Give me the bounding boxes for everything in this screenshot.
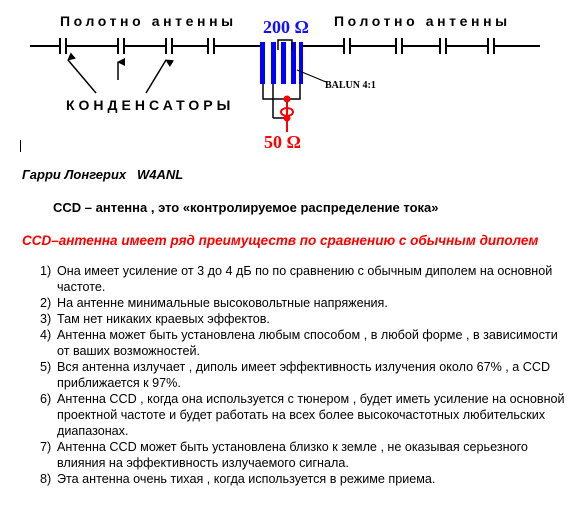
list-item	[40, 471, 565, 487]
left-wire-label: Полотно антенны	[60, 13, 237, 29]
list-number: 5)	[40, 360, 52, 374]
ccd-antenna-diagram	[0, 0, 572, 160]
list-item-text: Антенна может быть установлена любым способом , в любой форме , в зависимости от ваших возможностей.	[57, 328, 558, 358]
list-item	[40, 359, 565, 391]
list-item-text: Эта антенна очень тихая , когда используется в режиме приема.	[57, 472, 436, 486]
advantages-list	[40, 263, 565, 487]
feed-point-dot	[284, 96, 291, 103]
capacitors-label: КОНДЕНСАТОРЫ	[66, 97, 235, 113]
right-antenna-wire	[302, 38, 540, 54]
list-number: 3)	[40, 312, 52, 326]
list-item-text: Антенна CCD , когда она используется с тюнером , будет иметь усиление на основной проектной частоте и будет работать на всех более высокочастотных любительских диапазонах.	[57, 392, 565, 438]
list-number: 1)	[40, 264, 52, 278]
advantages-heading: CCD–антенна имеет ряд преимуществ по сравнению с обычным диполем	[22, 233, 539, 248]
list-item	[40, 439, 565, 471]
list-item	[40, 391, 565, 439]
list-item-text: Вся антенна излучает , диполь имеет эффективность излучения около 67% , а CCD приближается к 97%.	[57, 360, 551, 390]
list-number: 2)	[40, 296, 52, 310]
list-item	[40, 295, 565, 311]
list-item-text: Антенна CCD может быть установлена близко к земле , не оказывая серьезного влияния на эффективность излучаемого сигнала.	[57, 440, 528, 470]
impedance-bottom-label: 50 Ω	[264, 132, 301, 152]
list-number: 4)	[40, 328, 52, 342]
list-number: 6)	[40, 392, 52, 406]
left-antenna-wire	[30, 38, 260, 54]
list-number: 8)	[40, 472, 52, 486]
right-wire-label: Полотно антенны	[334, 13, 511, 29]
subtitle: CCD – антенна , это «контролируемое распределение тока»	[53, 200, 439, 215]
list-item	[40, 311, 565, 327]
list-item-text: На антенне минимальные высоковольтные напряжения.	[57, 296, 388, 310]
list-item	[40, 327, 565, 359]
list-item-text: Там нет никаких краевых эффектов.	[57, 312, 270, 326]
balun-label: BALUN 4:1	[325, 80, 376, 91]
list-item-text: Она имеет усиление от 3 до 4 дБ по по сравнению с обычным диполем на основной частоте.	[57, 264, 553, 294]
author-line: Гарри Лонгерих W4ANL	[22, 167, 184, 182]
list-number: 7)	[40, 440, 52, 454]
text-cursor	[20, 140, 21, 152]
impedance-top-label: 200 Ω	[263, 17, 309, 37]
list-item	[40, 263, 565, 295]
capacitor-arrows	[68, 60, 166, 93]
